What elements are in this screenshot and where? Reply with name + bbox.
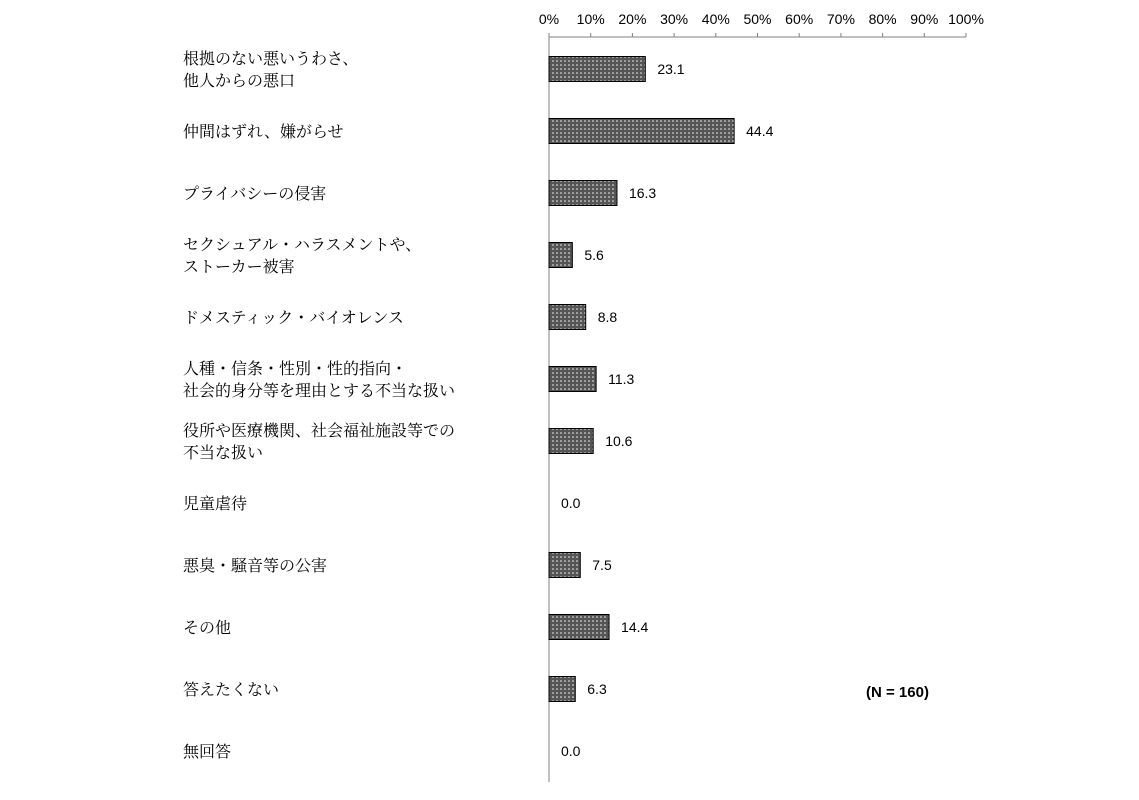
x-tick-label: 0% [538, 11, 560, 27]
category-label-line: ストーカー被害 [183, 257, 295, 276]
category-label-line: 根拠のない悪いうわさ、 [183, 49, 359, 68]
category-label-line: 仲間はずれ、嫌がらせ [183, 122, 344, 141]
x-tick-label: 50% [743, 11, 772, 27]
category-label-line: その他 [183, 618, 232, 637]
data-label: 0.0 [561, 743, 581, 759]
category-label [183, 122, 343, 141]
bar [549, 57, 645, 82]
category-label [183, 680, 279, 699]
category-label-line: 他人からの悪口 [183, 71, 296, 90]
bar [549, 367, 596, 392]
category-label-line: 不当な扱い [183, 443, 264, 462]
data-label: 8.8 [597, 309, 618, 325]
category-label-line: 児童虐待 [183, 494, 248, 513]
x-tick-label: 30% [660, 11, 689, 27]
x-tick-label: 10% [576, 11, 605, 27]
bar [549, 553, 580, 578]
data-label: 10.6 [605, 433, 633, 449]
bars [549, 57, 774, 760]
category-label [183, 618, 231, 637]
category-label [183, 494, 247, 513]
x-tick-label: 20% [618, 11, 647, 27]
x-tick-label: 80% [868, 11, 897, 27]
x-tick-label: 100% [948, 11, 984, 27]
category-label-line: 悪臭・騒音等の公害 [183, 556, 328, 575]
category-label [183, 184, 326, 203]
data-label: 6.3 [587, 681, 607, 697]
x-tick-label: 90% [910, 11, 939, 27]
data-label: 14.4 [621, 619, 649, 635]
bar [549, 677, 575, 702]
category-label [183, 308, 404, 327]
bar [549, 615, 609, 640]
bar [549, 181, 617, 206]
data-label: 23.1 [657, 61, 685, 77]
category-label [183, 359, 455, 400]
category-label-line: 社会的身分等を理由とする不当な扱い [183, 381, 456, 400]
data-label: 44.4 [746, 123, 774, 139]
data-label: 11.3 [608, 371, 635, 387]
category-label-line: 無回答 [183, 742, 232, 761]
bar [549, 429, 593, 454]
x-tick-label: 40% [701, 11, 730, 27]
bar [549, 243, 572, 268]
data-label: 0.0 [561, 495, 581, 511]
category-label [183, 742, 231, 761]
category-label [183, 556, 327, 575]
category-label [183, 235, 421, 276]
category-labels [183, 49, 455, 761]
data-label: 16.3 [628, 185, 657, 201]
x-tick-label: 70% [826, 11, 855, 27]
category-label [183, 421, 455, 462]
category-label-line: プライバシーの侵害 [183, 184, 327, 203]
category-label-line: 答えたくない [183, 680, 280, 699]
category-label-line: セクシュアル・ハラスメントや、 [183, 235, 422, 254]
category-label-line: ドメスティック・バイオレンス [183, 308, 404, 327]
bar [549, 119, 734, 144]
x-tick-label: 60% [785, 11, 814, 27]
sample-size-annotation: (N = 160) [866, 684, 929, 701]
bar [549, 305, 586, 330]
category-label [183, 49, 358, 90]
category-label-line: 人種・信条・性別・性的指向・ [183, 359, 408, 378]
category-label-line: 役所や医療機関、社会福祉施設等での [183, 421, 456, 440]
data-label: 5.6 [584, 247, 604, 263]
data-label: 7.5 [592, 557, 612, 573]
